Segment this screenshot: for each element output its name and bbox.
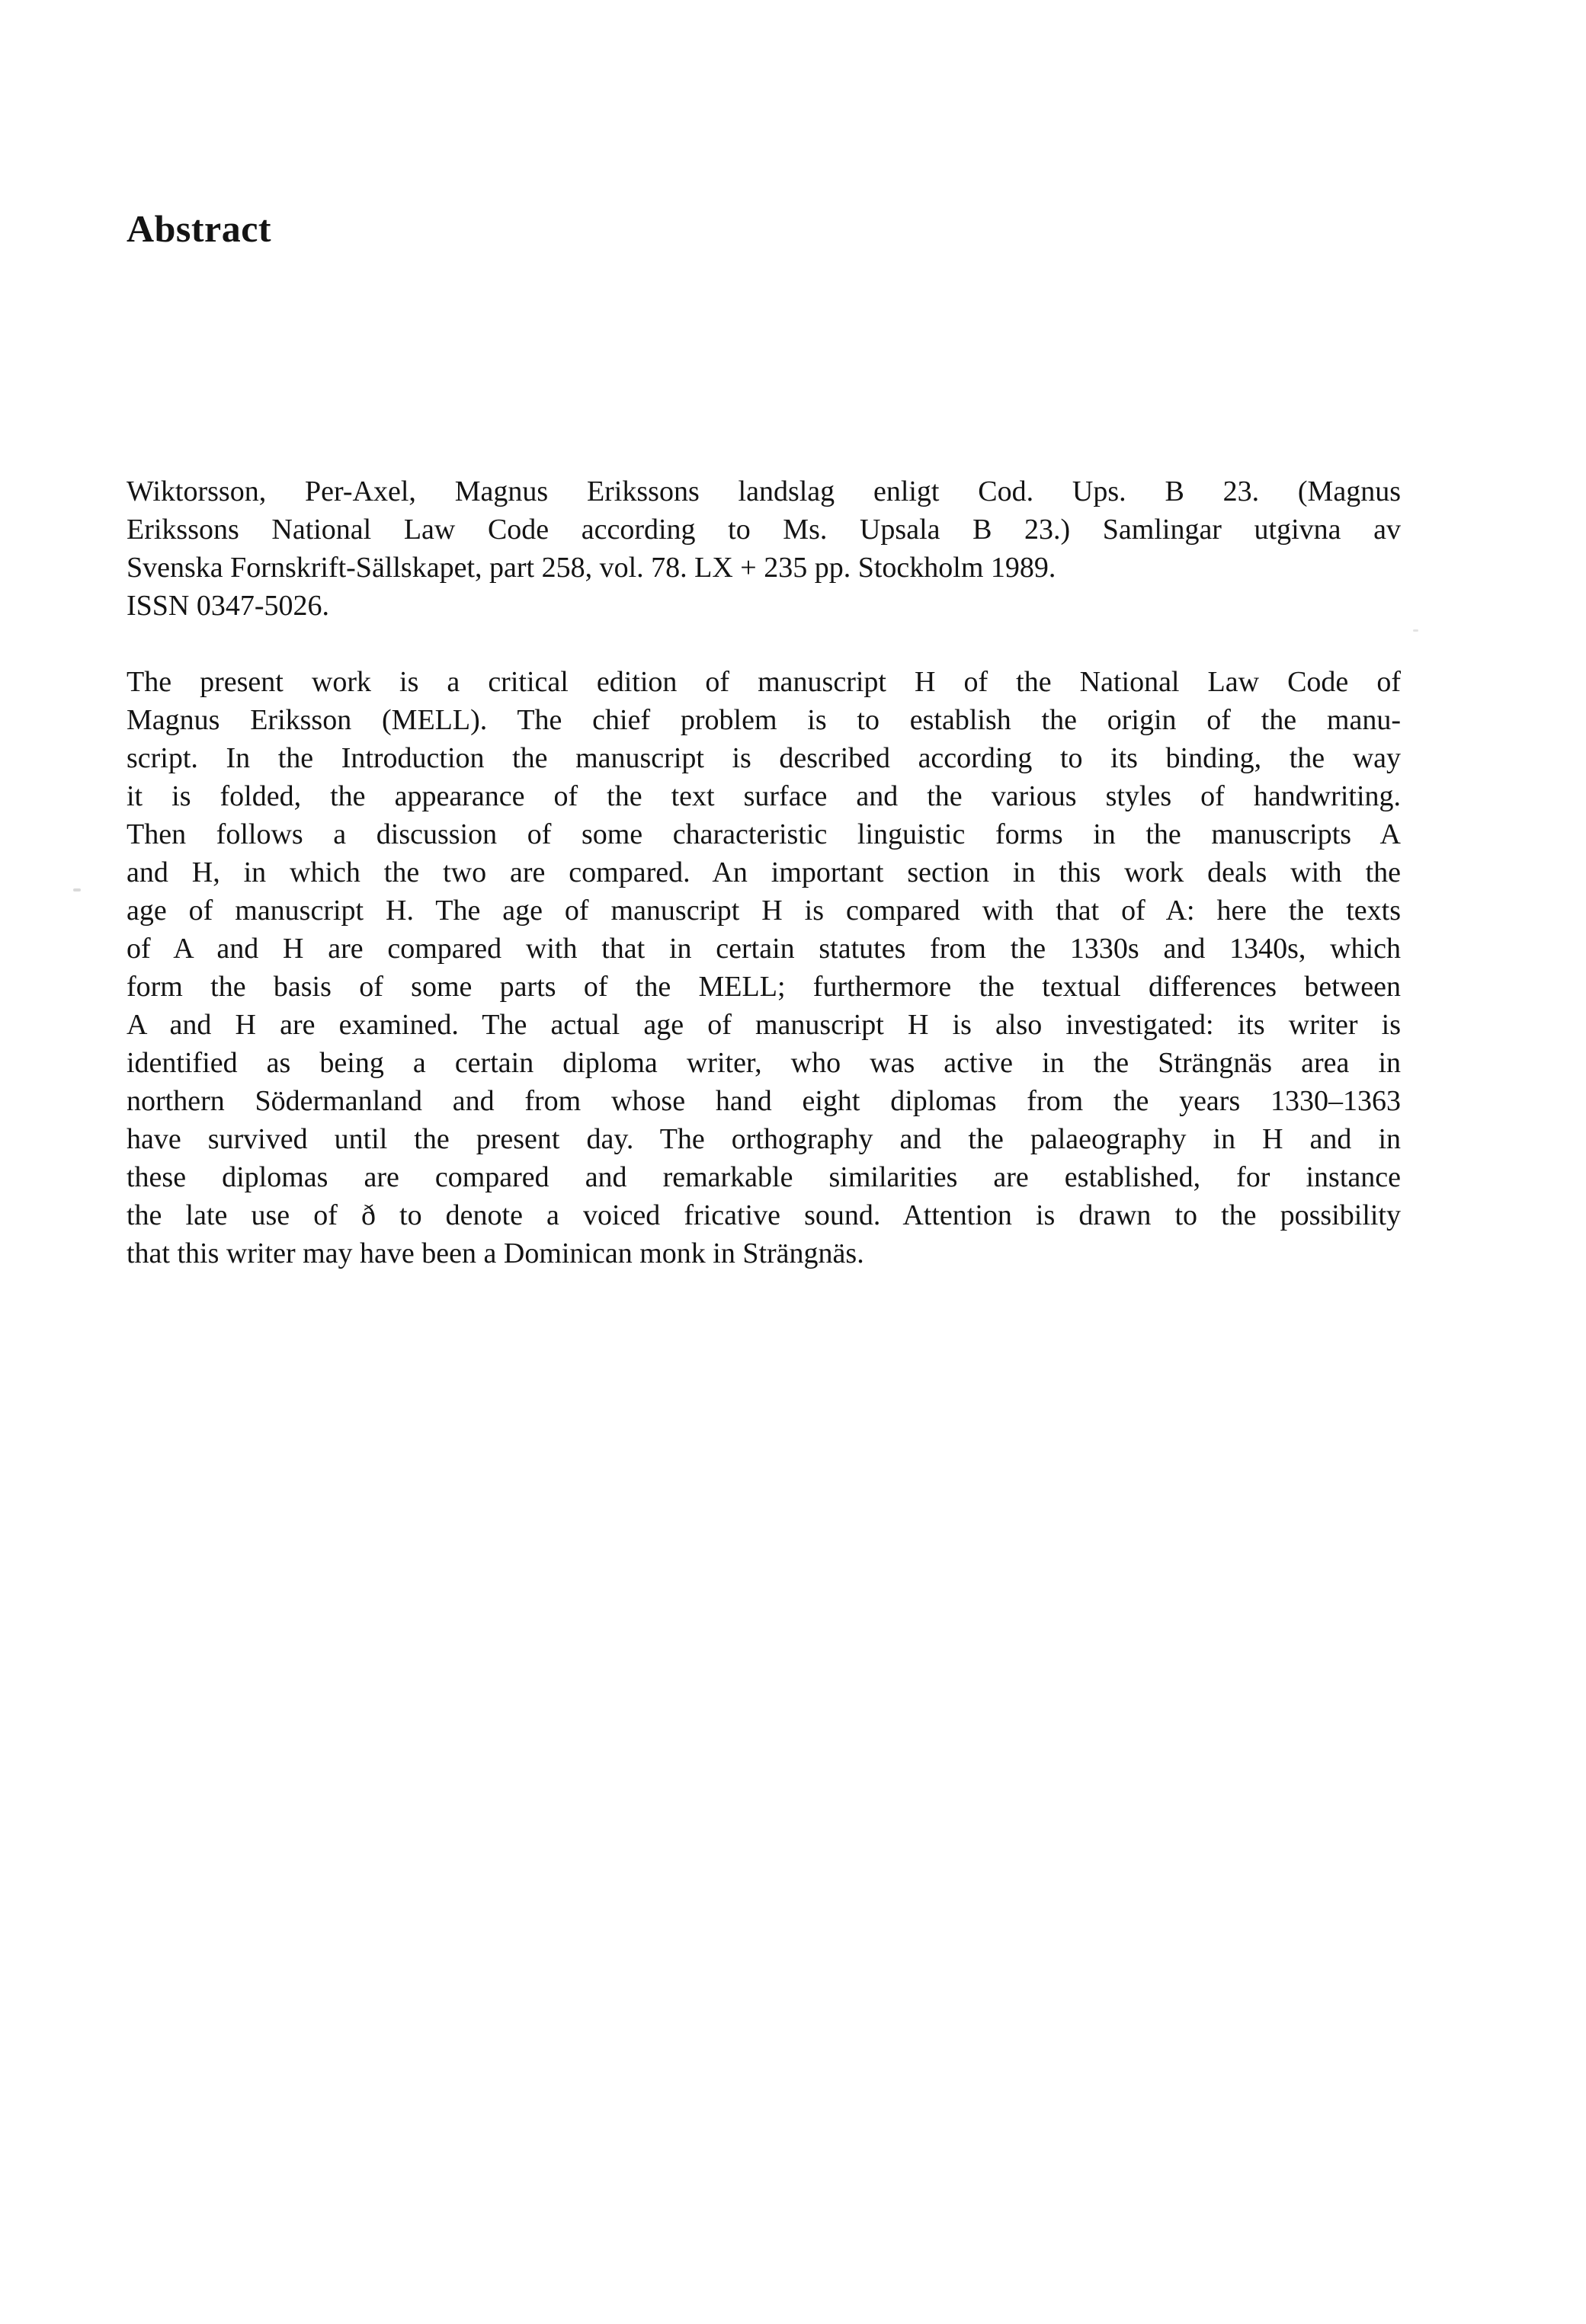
abstract-line: that this writer may have been a Dominican monk in Strängnäs. [127, 1237, 864, 1269]
abstract-line: form the basis of some parts of the MELL; furthermore the textual differences between [127, 971, 1401, 1003]
citation-line: Svenska Fornskrift-Sällskapet, part 258, vol. 78. LX + 235 pp. Stockholm 1989. [127, 552, 1056, 584]
abstract-line: Then follows a discussion of some characteristic linguistic forms in the manuscripts A [127, 818, 1401, 850]
abstract-paragraph [127, 663, 1401, 1272]
abstract-line: have survived until the present day. The orthography and the palaeography in H and in [127, 1123, 1401, 1155]
abstract-line: northern Södermanland and from whose hand eight diplomas from the years 1330–1363 [127, 1085, 1401, 1117]
citation-paragraph [127, 472, 1401, 625]
abstract-line: identified as being a certain diploma writer, who was active in the Strängnäs area in [127, 1047, 1401, 1079]
page-title: Abstract [127, 206, 272, 250]
citation-line: Erikssons National Law Code according to Ms. Upsala B 23.) Samlingar utgivna av [127, 514, 1401, 546]
abstract-line: A and H are examined. The actual age of manuscript H is also investigated: its writer is [127, 1009, 1401, 1041]
abstract-line: it is folded, the appearance of the text surface and the various styles of handwriting. [127, 780, 1401, 812]
citation-line: Wiktorsson, Per-Axel, Magnus Erikssons landslag enligt Cod. Ups. B 23. (Magnus [127, 475, 1401, 507]
abstract-line: Magnus Eriksson (MELL). The chief problem is to establish the origin of the manu- [127, 704, 1401, 736]
abstract-line: the late use of ð to denote a voiced fricative sound. Attention is drawn to the possibility [127, 1199, 1401, 1231]
abstract-line: and H, in which the two are compared. An important section in this work deals with the [127, 856, 1401, 888]
scan-artifact [1413, 629, 1418, 632]
citation-line: ISSN 0347-5026. [127, 590, 330, 622]
abstract-line: The present work is a critical edition of manuscript H of the National Law Code of [127, 666, 1401, 698]
abstract-line: of A and H are compared with that in certain statutes from the 1330s and 1340s, which [127, 933, 1401, 965]
abstract-line: age of manuscript H. The age of manuscript H is compared with that of A: here the texts [127, 895, 1401, 927]
abstract-line: script. In the Introduction the manuscript is described according to its binding, the way [127, 742, 1401, 774]
scan-artifact [73, 888, 81, 892]
abstract-line: these diplomas are compared and remarkable similarities are established, for instance [127, 1161, 1401, 1193]
